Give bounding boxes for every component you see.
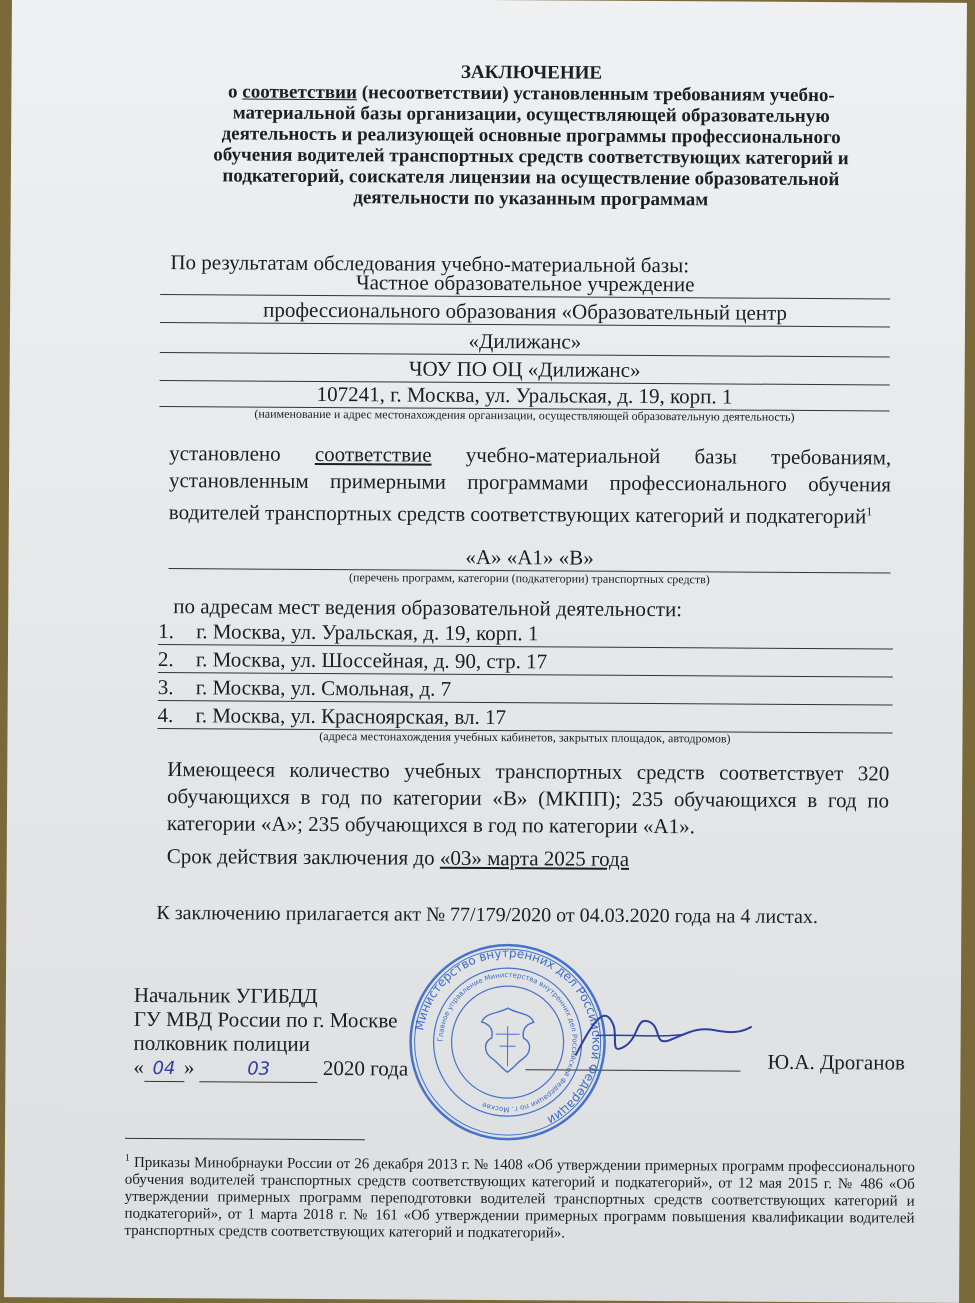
title-line-5: подкатегорий, соискателя лицензии на осуществление образовательной xyxy=(222,165,840,191)
addresses-caption: (адреса местонахождения учебных кабинетов, закрытых площадок, автодромов) xyxy=(319,728,731,746)
handwritten-signature-icon xyxy=(565,995,755,1076)
address-item: 1. г. Москва, ул. Уральская, д. 19, корп. 1 xyxy=(158,620,893,649)
validity-date: «03» марта 2025 года xyxy=(439,845,630,871)
signature-date: « 04 » 03 2020 года xyxy=(133,1055,408,1084)
title-line-6: деятельности по указанным программам xyxy=(353,187,709,211)
stamp-inner-text: Главное управление Министерства внутренних дел Российской Федерации по г. Москве xyxy=(436,971,579,1114)
title-line-3: деятельность и реализующей основные программы профессионального xyxy=(221,123,841,149)
footnote-separator xyxy=(125,1138,365,1140)
org-name-line-2: профессионального образования «Образовательный центр xyxy=(160,298,890,327)
handwritten-month: 03 xyxy=(247,1058,271,1080)
address-item: 4. г. Москва, ул. Красноярская, вл. 17 xyxy=(158,704,893,733)
title-heading: ЗАКЛЮЧЕНИЕ xyxy=(460,61,603,84)
title-line-1: о соответствии (несоответствии) установленным требованиям учебно- xyxy=(227,81,835,107)
addresses-intro: по адресам мест ведения образовательной деятельности: xyxy=(173,594,683,622)
signatory-rank: полковник полиции xyxy=(133,1030,310,1056)
org-short-name: ЧОУ ПО ОЦ «Дилижанс» xyxy=(160,356,890,385)
attachment-line: К заключению прилагается акт № 77/179/2020 от 04.03.2020 года на 4 листах. xyxy=(156,901,818,929)
org-name-line-1: Частное образовательное учреждение xyxy=(160,270,890,299)
conformity-underlined: соответствие xyxy=(314,441,432,467)
stamp-outer-text: Министерство внутренних дел Российской Федерации xyxy=(412,946,604,1128)
document-page xyxy=(4,0,967,1303)
categories-line: «А» «А1» «В» xyxy=(168,544,890,573)
org-address: 107241, г. Москва, ул. Уральская, д. 19, корп. 1 xyxy=(159,382,889,411)
org-caption: (наименование и адрес местонахождения организации, осуществляющей образовательную деятельность) xyxy=(254,406,795,424)
survey-intro: По результатам обследования учебно-материальной базы: xyxy=(170,250,690,278)
signatory-position: Начальник УГИБДД xyxy=(133,982,318,1008)
org-name-line-3: «Дилижанс» xyxy=(160,328,890,357)
signatory-name: Ю.А. Дроганов xyxy=(767,1049,905,1075)
address-item: 2. г. Москва, ул. Шоссейная, д. 90, стр. 17 xyxy=(158,648,893,677)
document-title xyxy=(161,60,902,212)
signatory-block xyxy=(133,983,408,1084)
categories-caption: (перечень программ, категории (подкатегории) транспортных средств) xyxy=(349,570,710,587)
address-item: 3. г. Москва, ул. Смольная, д. 7 xyxy=(158,676,893,705)
handwritten-day: 04 xyxy=(152,1057,176,1080)
validity-line: Срок действия заключения до «03» марта 2025 года xyxy=(166,844,630,871)
signatory-department: ГУ МВД России по г. Москве xyxy=(133,1006,398,1033)
footnote: $^1$ Приказы Минобрнауки России от 26 декабря 2013 г. № 1408 «Об утверждении примерных программ профессионального обучения водителей транспортных средств соответствующих категорий и подкатегорий», от 12 мая 2015 г. № 486 «Об утверждении примерных программ переподготовки водителей транспортных средств соответствующих категорий и подкатегорий», от 1 марта 2018 г. № 161 «Об утверждении примерных программ повышения квалификации водителей транспортных средств соответствующих категорий и подкатегорий». xyxy=(124,1152,915,1242)
vehicles-paragraph: Имеющееся количество учебных транспортных средств соответствует 320 обучающихся в год по категории «В» (МКПП); 235 обучающихся в год по категории «А»; 235 обучающихся в год по категории «А1». xyxy=(166,757,890,839)
footnote-ref: 1 xyxy=(866,504,873,519)
title-line-4: обучения водителей транспортных средств соответствующих категорий и xyxy=(213,144,849,170)
conformity-word: соответствии xyxy=(242,81,358,104)
conformity-paragraph: установлено соответствие учебно-материальной базы требованиям, установленным примерными программами профессионального обучения водителей транспортных средств соответствующих категорий и подкатегорий$^1$ xyxy=(168,441,892,529)
title-line-2: материальной базы организации, осуществляющей образовательную xyxy=(232,102,830,128)
